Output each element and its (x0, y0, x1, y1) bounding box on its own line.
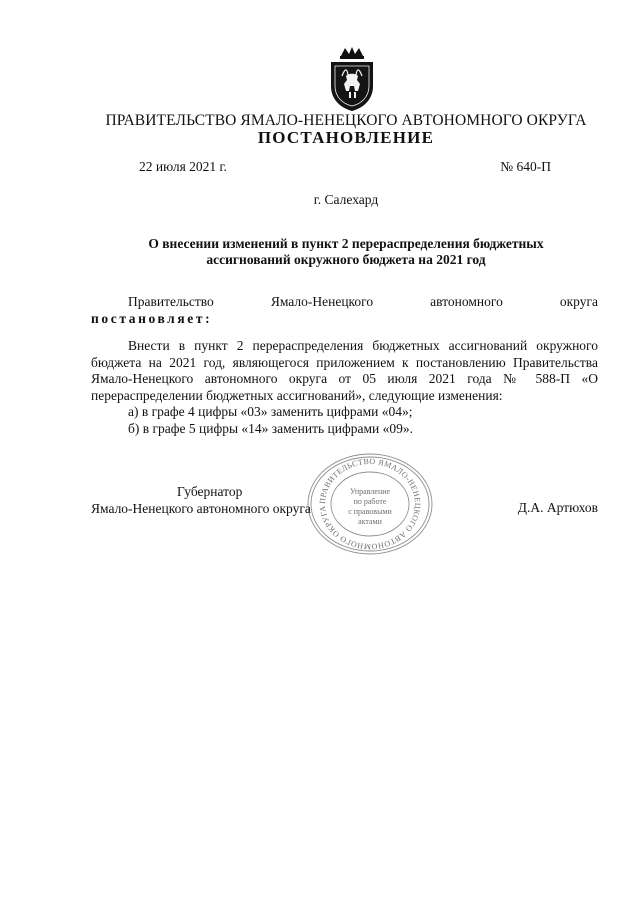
document-city: г. Салехард (313, 192, 379, 207)
official-seal-icon (303, 450, 437, 558)
seal-line: Управление (349, 487, 391, 496)
document-title-line1: О внесении изменений в пункт 2 перераспределения бюджетных (148, 236, 544, 251)
seal-line: актами (358, 517, 382, 526)
signer-title (91, 484, 311, 517)
document-title (90, 236, 602, 268)
intro-word: округа (559, 294, 598, 309)
signer-name: Д.А. Артюхов (517, 500, 598, 515)
signer-organization: Ямало-Ненецкого автономного округа (91, 500, 311, 516)
document-type: ПОСТАНОВЛЕНИЕ (257, 128, 435, 147)
intro-line (91, 294, 598, 311)
seal-line: по работе (353, 497, 387, 506)
intro-word: автономного (430, 294, 503, 309)
document-number: № 640-П (500, 159, 551, 174)
government-name: ПРАВИТЕЛЬСТВО ЯМАЛО-НЕНЕЦКОГО АВТОНОМНОГО ОКРУГА (105, 112, 587, 129)
intro-block (91, 294, 598, 327)
document-title-line2: ассигнований окружного бюджета на 2021 год (206, 252, 486, 267)
signer-position: Губернатор (177, 484, 243, 499)
amendment-item: б) в графе 5 цифры «14» заменить цифрами «09». (128, 420, 413, 436)
document-date: 22 июля 2021 г. (139, 159, 227, 174)
amendment-item: а) в графе 4 цифры «03» заменить цифрами «04»; (128, 404, 413, 420)
intro-word: Правительство (128, 294, 214, 309)
main-paragraph: Внести в пункт 2 перераспределения бюджетных ассигнований окружного бюджета на 2021 год, являющегося приложением к постановлению Правительства Ямало-Ненецкого автономного округа от 05 июля 2021 года № 588-П «О перераспределении бюджетных ассигнований», следующие изменения: (91, 338, 598, 403)
coat-of-arms-icon (327, 46, 377, 112)
intro-word: Ямало-Ненецкого (270, 294, 374, 309)
main-paragraph-block (91, 338, 598, 438)
decree-word: постановляет: (91, 310, 213, 326)
seal-ring-text: ПРАВИТЕЛЬСТВО ЯМАЛО-НЕНЕЦКОГО АВТОНОМНОГО ОКРУГА (317, 456, 423, 552)
seal-line: с правовыми (348, 507, 392, 516)
